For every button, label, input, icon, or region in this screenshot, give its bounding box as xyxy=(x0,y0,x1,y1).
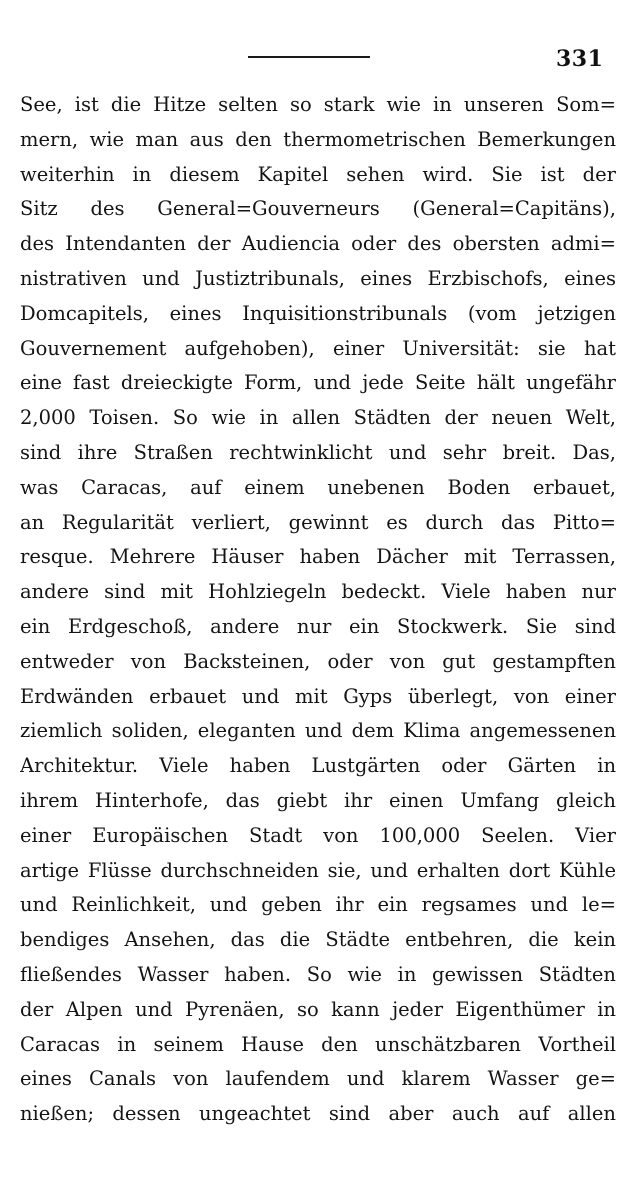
text-line: bendiges Ansehen, das die Städte entbehren, die kein xyxy=(20,928,616,952)
text-line: andere sind mit Hohlziegeln bedeckt. Viele haben nur xyxy=(20,580,616,604)
text-line: Sitz des General=Gouverneurs (General=Capitäns), xyxy=(20,197,616,221)
text-line: Architektur. Viele haben Lustgärten oder Gärten in xyxy=(20,754,616,778)
page-number: 331 xyxy=(556,46,604,72)
body-text xyxy=(20,88,616,1132)
text-line: Caracas in seinem Hause den unschätzbaren Vortheil xyxy=(20,1032,616,1056)
text-line: 2,000 Toisen. So wie in allen Städten der neuen Welt, xyxy=(20,406,616,430)
text-line: einer Europäischen Stadt von 100,000 Seelen. Vier xyxy=(20,823,616,847)
text-line: eines Canals von laufendem und klarem Wasser ge= xyxy=(20,1067,616,1091)
text-line: resque. Mehrere Häuser haben Dächer mit Terrassen, xyxy=(20,545,616,569)
text-line: entweder von Backsteinen, oder von gut gestampften xyxy=(20,649,616,673)
text-line: eine fast dreieckigte Form, und jede Seite hält ungefähr xyxy=(20,371,616,395)
text-line: Gouvernement aufgehoben), einer Universität: sie hat xyxy=(20,336,616,360)
text-line: und Reinlichkeit, und geben ihr ein regsames und le= xyxy=(20,893,616,917)
text-line: mern, wie man aus den thermometrischen Bemerkungen xyxy=(20,127,616,151)
text-line: an Regularität verliert, gewinnt es durch das Pitto= xyxy=(20,510,616,534)
text-line: See, ist die Hitze selten so stark wie in unseren Som= xyxy=(20,93,616,116)
text-line: fließendes Wasser haben. So wie in gewissen Städten xyxy=(20,962,616,986)
text-line: ein Erdgeschoß, andere nur ein Stockwerk. Sie sind xyxy=(20,614,616,638)
header-rule xyxy=(248,56,370,58)
text-line: artige Flüsse durchschneiden sie, und erhalten dort Kühle xyxy=(20,858,616,882)
text-line: weiterhin in diesem Kapitel sehen wird. Sie ist der xyxy=(20,162,616,186)
text-line: des Intendanten der Audiencia oder des obersten admi= xyxy=(20,232,616,256)
text-line: Domcapitels, eines Inquisitionstribunals (vom jetzigen xyxy=(20,301,616,325)
text-line: was Caracas, auf einem unebenen Boden erbauet, xyxy=(20,475,616,499)
text-line: sind ihre Straßen rechtwinklicht und sehr breit. Das, xyxy=(20,440,616,464)
text-line: ihrem Hinterhofe, das giebt ihr einen Umfang gleich xyxy=(20,788,616,812)
text-line: nistrativen und Justiztribunals, eines Erzbischofs, eines xyxy=(20,266,616,290)
text-line: ziemlich soliden, eleganten und dem Klima angemessenen xyxy=(20,719,616,743)
text-line: nießen; dessen ungeachtet sind aber auch auf allen xyxy=(20,1102,616,1126)
text-line: Erdwänden erbauet und mit Gyps überlegt, von einer xyxy=(20,684,616,708)
text-line: der Alpen und Pyrenäen, so kann jeder Eigenthümer in xyxy=(20,997,616,1021)
